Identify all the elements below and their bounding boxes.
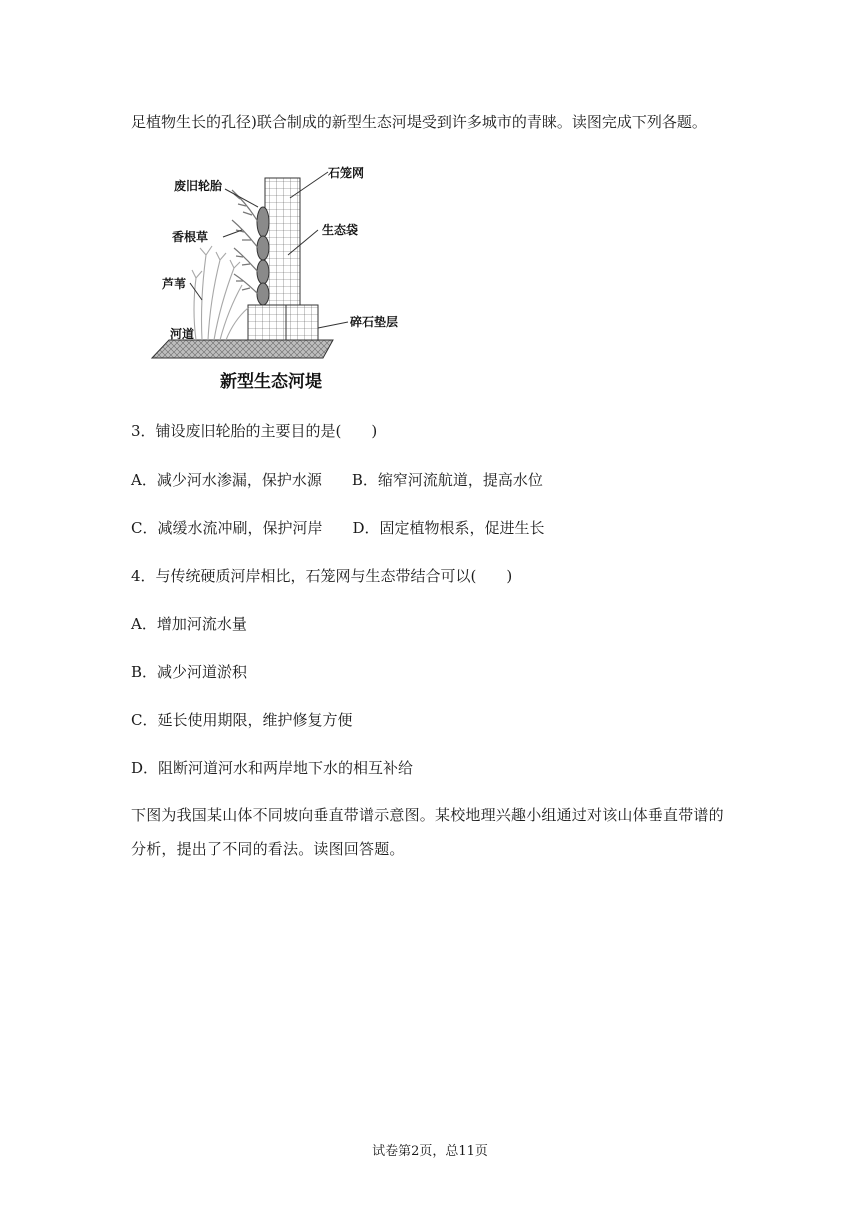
tire-2: [257, 236, 269, 260]
lower-gabion-right: [286, 305, 318, 340]
eco-embankment-figure: [150, 160, 450, 395]
tire-1: [257, 207, 269, 237]
q4-option-d: D．阻断河道河水和两岸地下水的相互补给: [131, 759, 414, 777]
label-reed: 芦苇: [162, 277, 187, 291]
q3-options-line2: C．减缓水流冲刷，保护河岸 D．固定植物根系，促进生长: [131, 519, 545, 537]
reeds: [192, 246, 248, 340]
lower-gabion-left: [248, 305, 286, 340]
figure-title: 新型生态河堤: [220, 372, 322, 392]
q3-options-line1: A．减少河水渗漏，保护水源 B．缩窄河流航道，提高水位: [131, 471, 543, 489]
q4-option-b: B．减少河道淤积: [131, 663, 248, 681]
q4-stem: 4．与传统硬质河岸相比，石笼网与生态带结合可以( ): [131, 567, 513, 585]
label-gravel: 碎石垫层: [350, 315, 399, 329]
tire-3: [257, 260, 269, 284]
gabion-column: [265, 178, 300, 305]
q4-option-a: A．增加河流水量: [131, 615, 247, 633]
label-gabion: 石笼网: [328, 166, 365, 180]
page-footer: 试卷第2页，总11页: [372, 1144, 488, 1159]
q4-option-c: C．延长使用期限，维护修复方便: [131, 711, 353, 729]
label-vetiver: 香根草: [172, 230, 209, 244]
intro-paragraph-2: 下图为我国某山体不同坡向垂直带谱示意图。某校地理兴趣小组通过对该山体垂直带谱的分析，提出了不同的看法。读图回答题。: [131, 806, 724, 858]
label-eco-bag: 生态袋: [322, 223, 359, 237]
label-channel: 河道: [170, 327, 195, 341]
gravel-base: [152, 340, 333, 358]
vetiver-grass: [232, 190, 258, 294]
label-tire: 废旧轮胎: [174, 179, 223, 193]
intro-line: 足植物生长的孔径)联合制成的新型生态河堤受到许多城市的青睐。读图完成下列各题。: [131, 113, 707, 131]
tire-4: [257, 283, 269, 305]
q3-stem: 3．铺设废旧轮胎的主要目的是( ): [131, 422, 378, 440]
